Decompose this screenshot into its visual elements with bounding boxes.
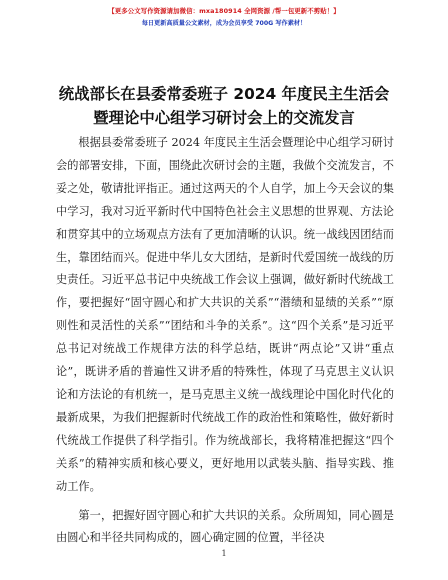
document-body — [56, 132, 394, 550]
promo-line-red: 【更多公文写作资源请加微信：mxa180914 全网资源 /帮一包更新不剪贴！】 — [108, 7, 340, 15]
promo-banner — [0, 6, 448, 29]
paragraph-1: 根据县委常委班子 2024 年度民主生活会暨理论中心组学习研讨会的部署安排，下面，围绕此次研讨会的主题，我做个交流发言，不妥之处，敬请批评指正。通过这两天的个人自学，加上今天会议的集中学习，我对习近平新时代中国特色社会主义思想的世界观、方法论和贯穿其中的立场观点方法有了更加清晰的认识。统一战线因团结而生，靠团结而兴。促进中华儿女大团结，是新时代爱国统一战线的历史责任。习近平总书记中央统战工作会议上强调，做好新时代统战工作，要把握好“固守圆心和扩大共识的关系”“潜绩和显绩的关系”“原则性和灵活性的关系”“团结和斗争的关系”。这“四个关系”是习近平总书记对统战工作规律方法的科学总结，既讲“两点论”又讲“重点论”，既讲矛盾的普遍性又讲矛盾的特殊性，体现了马克思主义认识论和方法论的有机统一，是马克思主义统一战线理论中国化时代化的最新成果，为我们把握新时代统战工作的政治性和策略性，做好新时代统战工作提供了科学指引。作为统战部长，我将精准把握这“四个关系”的精神实质和核心要义，更好地用以武装头脑、指导实践、推动工作。 — [56, 136, 394, 493]
title-line-2: 暨理论中心组学习研讨会上的交流发言 — [93, 109, 355, 127]
paragraph-2: 第一，把握好固守圆心和扩大共识的关系。众所周知，同心圆是由圆心和半径共同构成的，圆心确定圆的位置，半径决 — [56, 508, 394, 545]
document-title — [40, 82, 408, 130]
page-number: 1 — [221, 549, 227, 558]
promo-line-blue: 每日更新高质量公文素材，成为会员享受 700G 写作素材！ — [141, 20, 307, 27]
title-line-1: 统战部长在县委常委班子 2024 年度民主生活会 — [58, 85, 390, 103]
